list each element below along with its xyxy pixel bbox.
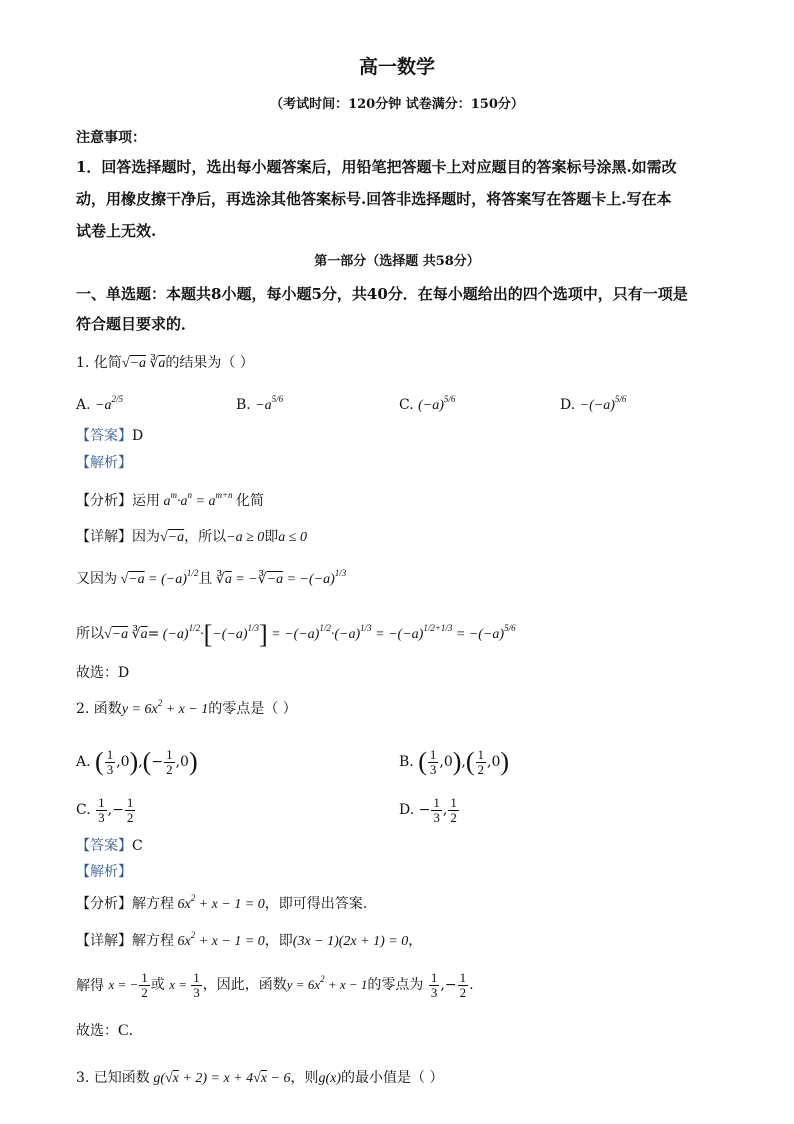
q1-option-a: A. $-a^{2/5}$ bbox=[76, 394, 123, 413]
q2-detail: 【详解】解方程 $6x^2 + x - 1 = 0$，即(3x − 1)(2x + 1) = 0， bbox=[76, 930, 423, 949]
q1-again: 又因为 $√-a = (-a)^{1/2}$且 $∛\overline{a}$ = −∛−a = $-(-a)^{1/3}$ bbox=[76, 568, 347, 587]
q2-analysis-label: 【解析】 bbox=[76, 864, 132, 880]
q1-option-d: D. $-(-a)^{5/6}$ bbox=[560, 394, 627, 413]
q2-answer: 【答案】C bbox=[76, 838, 143, 854]
q1-answer: 【答案】D bbox=[76, 428, 144, 444]
q2-option-c: C. $\frac{1}{3}$ ,− $\frac{1}{2}$ bbox=[76, 794, 134, 825]
q1-choose: 故选：D bbox=[76, 665, 130, 681]
q1-detail: 【详解】因为√−a，所以−a ≥ 0即a ≤ 0 bbox=[76, 529, 307, 545]
notice-line-1: 1．回答选择题时，选出每小题答案后，用铅笔把答题卡上对应题目的答案标号涂黑.如需改 bbox=[76, 158, 677, 176]
q2-fenxi: 【分析】解方程 $6x^2 + x - 1 = 0$，即可得出答案. bbox=[76, 893, 368, 912]
q1-analysis-label: 【解析】 bbox=[76, 455, 132, 471]
q2-option-b: B. ( $\frac{1}{3}$ ,0),( $\frac{1}{2}$ ,0) bbox=[399, 746, 510, 777]
q1-therefore: 所以√−a $∛\overline{a}= (-a)^{1/2}\cdot[-(-a)^{1/3}] = -(-a)^{1/2}\cdot(-a)^{1/3} = -(-a)^{1/2+1/3} = -(-a)^{5/6}$ bbox=[76, 619, 516, 649]
q2-option-a: A. ( $\frac{1}{3}$ ,0),(− $\frac{1}{2}$ ,0) bbox=[76, 746, 198, 777]
notice-line-2: 动，用橡皮擦干净后，再选涂其他答案标号.回答非选择题时，将答案写在答题卡上.写在本 bbox=[76, 190, 672, 208]
notice-heading: 注意事项： bbox=[76, 130, 146, 146]
q2-stem: 2. 函数$y = 6x^2 + x - 1$的零点是（ ） bbox=[76, 698, 297, 717]
q1-expression: √−a $∛\overline{a}$ bbox=[121, 356, 166, 371]
exam-info: （考试时间：120分钟 试卷满分：150分） bbox=[270, 97, 524, 112]
part-title: 第一部分（选择题 共58分） bbox=[314, 254, 480, 269]
q1-stem: 1. 化简√−a $∛\overline{a}$的结果为（ ） bbox=[76, 355, 254, 371]
q2-solution: 解得 x = − $\frac{1}{2}$ 或 x = $\frac{1}{3}$ ，因此，函数$y = 6x^2 + x - 1$的零点为 $\frac{1}{3}$ ,− $\frac{1}{2}$ . bbox=[76, 969, 474, 1000]
q2-choose: 故选：C. bbox=[76, 1022, 134, 1039]
q3-function: g(√x + 2) = x + 4√x − 6 bbox=[149, 1071, 291, 1086]
q1-fenxi: 【分析】运用 $a^m\cdot a^n = a^{m+n}$ 化简 bbox=[76, 490, 265, 509]
q1-option-c: C. $(-a)^{5/6}$ bbox=[399, 394, 456, 413]
q3-stem: 3. 已知函数 g(√x + 2) = x + 4√x − 6，则g(x)的最小值是（ ） bbox=[76, 1070, 444, 1086]
q2-option-d: D. − $\frac{1}{3}$ , $\frac{1}{2}$ bbox=[399, 794, 457, 825]
q2-function: $y = 6x^2 + x - 1$ bbox=[121, 698, 209, 717]
section-line-1: 一、单选题：本题共8小题，每小题5分，共40分．在每小题给出的四个选项中，只有一项是 bbox=[76, 285, 688, 303]
notice-line-3: 试卷上无效. bbox=[76, 222, 157, 240]
section-line-2: 符合题目要求的． bbox=[76, 315, 197, 333]
page-title: 高一数学 bbox=[358, 56, 435, 78]
q1-option-b: B. $-a^{5/6}$ bbox=[236, 394, 284, 413]
